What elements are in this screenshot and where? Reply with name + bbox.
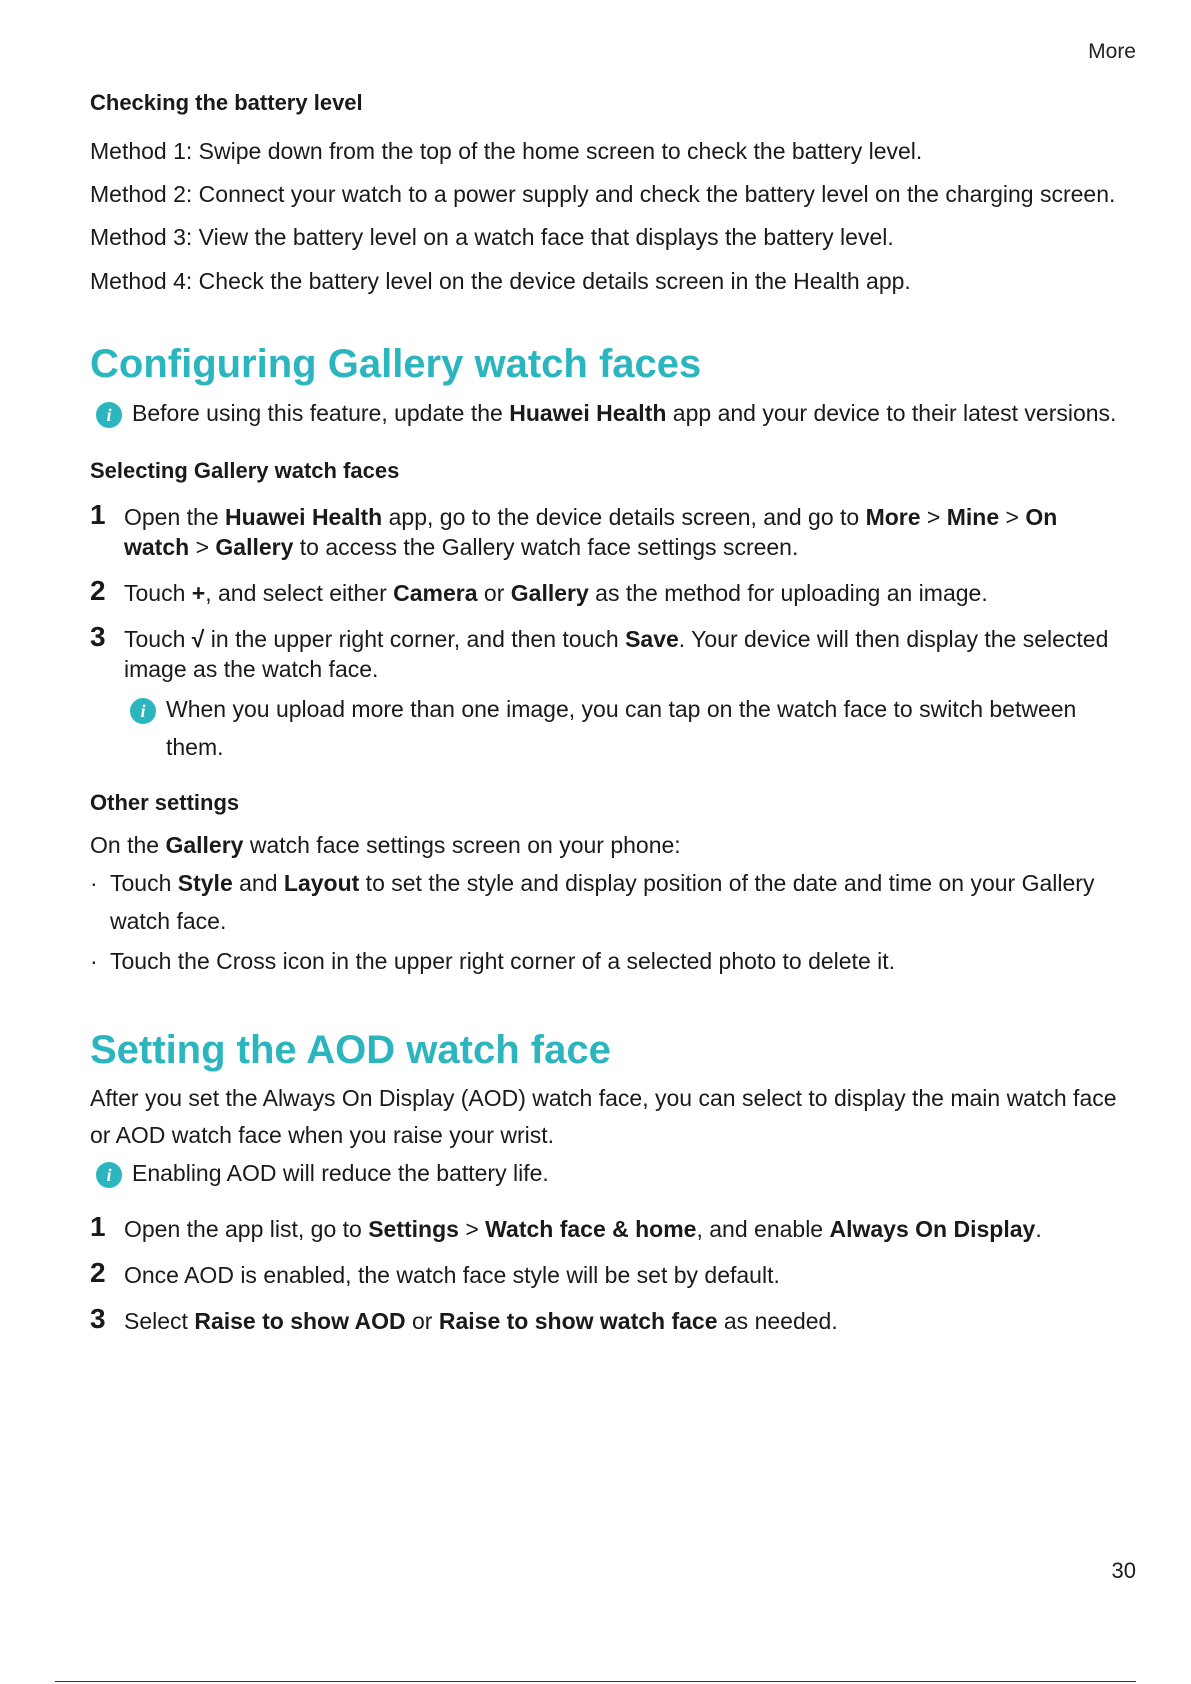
gallery-note-bold: Huawei Health [509, 400, 667, 426]
step-number: 3 [90, 1303, 106, 1334]
gallery-step-3-note [124, 690, 1120, 766]
step-bold: Raise to show AOD [194, 1308, 406, 1334]
step-number: 2 [90, 575, 106, 606]
bullet-text: Touch [110, 870, 178, 896]
bullet-bold: Style [177, 870, 233, 896]
step-text: . Your device will then display the selected image as the watch face. [124, 626, 1109, 682]
step-bold: Gallery [510, 580, 589, 606]
aod-step-1 [90, 1211, 1120, 1244]
step-text: , and enable [696, 1216, 830, 1242]
gallery-steps [90, 499, 1120, 766]
gallery-step-1 [90, 499, 1120, 562]
other-settings-bullet-1 [90, 864, 1120, 940]
bullet-text: Touch the Cross icon in the upper right corner of a selected photo to delete it. [110, 948, 896, 974]
bullet-dot: · [90, 948, 98, 974]
info-icon: i [130, 698, 156, 724]
bullet-text: and [232, 870, 284, 896]
step-text: in the upper right corner, and then touch [204, 626, 626, 652]
intro-bold: Gallery [165, 832, 244, 858]
step-number: 1 [90, 1211, 106, 1242]
step-text: > [920, 504, 947, 530]
footer-divider [55, 1681, 1136, 1682]
step-bold: √ [191, 626, 205, 652]
step-bold: Save [625, 626, 679, 652]
battery-method-2: Method 2: Connect your watch to a power supply and check the battery level on the charging screen. [90, 181, 1116, 207]
step-text: Select [124, 1308, 195, 1334]
bullet-dot: · [90, 870, 98, 896]
step-text: > [189, 534, 216, 560]
step-text: app, go to the device details screen, and go to [382, 504, 866, 530]
aod-step-3 [90, 1303, 1120, 1336]
section-header: More [1088, 40, 1136, 63]
step-text: Once AOD is enabled, the watch face style will be set by default. [124, 1262, 780, 1288]
step-bold: On watch [124, 504, 1058, 560]
step-number: 1 [90, 499, 106, 530]
step-bold: Raise to show watch face [438, 1308, 718, 1334]
step-text: Touch [124, 580, 192, 606]
step-text: or [405, 1308, 439, 1334]
battery-method-4: Method 4: Check the battery level on the device details screen in the Health app. [90, 268, 911, 294]
bullet-bold: Layout [283, 870, 360, 896]
gallery-section-title: Configuring Gallery watch faces [90, 342, 702, 386]
step-text: > [999, 504, 1026, 530]
step-bold: Watch face & home [485, 1216, 697, 1242]
step-text: as needed. [717, 1308, 838, 1334]
intro-text: watch face settings screen on your phone: [243, 832, 681, 858]
page-content [90, 88, 1120, 1352]
battery-method-1: Method 1: Swipe down from the top of the home screen to check the battery level. [90, 138, 923, 164]
aod-note-text: Enabling AOD will reduce the battery life. [132, 1160, 549, 1186]
info-icon: i [96, 402, 122, 428]
step-number: 2 [90, 1257, 106, 1288]
aod-note [90, 1154, 1120, 1192]
step-text: Open the app list, go to [124, 1216, 369, 1242]
other-settings-bullet-2 [90, 942, 1120, 980]
step-bold: More [865, 504, 921, 530]
step-bold: Mine [946, 504, 1000, 530]
step-text: to access the Gallery watch face settings screen. [293, 534, 799, 560]
step-text: Touch [124, 626, 192, 652]
step-text: as the method for uploading an image. [588, 580, 988, 606]
intro-text: On the [90, 832, 166, 858]
step-bold: Huawei Health [225, 504, 383, 530]
battery-method-3: Method 3: View the battery level on a watch face that displays the battery level. [90, 224, 894, 250]
step-bold: Camera [393, 580, 478, 606]
step-text: or [477, 580, 511, 606]
step-text: , and select either [205, 580, 394, 606]
other-settings-heading: Other settings [90, 790, 240, 815]
aod-section-title: Setting the AOD watch face [90, 1028, 611, 1072]
aod-step-2 [90, 1257, 1120, 1290]
step-bold: + [191, 580, 206, 606]
step-bold: Settings [368, 1216, 459, 1242]
gallery-step-2 [90, 575, 1120, 608]
gallery-step-3 [90, 621, 1120, 766]
step-bold: Gallery [215, 534, 294, 560]
step-bold: Always On Display [829, 1216, 1036, 1242]
battery-heading: Checking the battery level [90, 90, 363, 115]
gallery-note [90, 394, 1120, 432]
other-settings-intro [90, 826, 1120, 864]
step-text: Open the [124, 504, 226, 530]
step-number: 3 [90, 621, 106, 652]
step-text: . [1035, 1216, 1042, 1242]
page-number: 30 [1111, 1558, 1136, 1583]
aod-steps [90, 1211, 1120, 1336]
gallery-note-text-1: Before using this feature, update the [132, 400, 510, 426]
aod-intro: After you set the Always On Display (AOD) watch face, you can select to display the main watch face or AOD watch face when you raise your wrist. [90, 1085, 1117, 1148]
step-text: > [458, 1216, 486, 1242]
bullet-text: to set the style and display position of the date and time on your Gallery watch face. [110, 870, 1095, 934]
info-icon: i [96, 1162, 122, 1188]
selecting-heading: Selecting Gallery watch faces [90, 458, 400, 483]
gallery-note-text-2: app and your device to their latest versions. [666, 400, 1117, 426]
note-text: When you upload more than one image, you can tap on the watch face to switch between them. [166, 696, 1077, 760]
